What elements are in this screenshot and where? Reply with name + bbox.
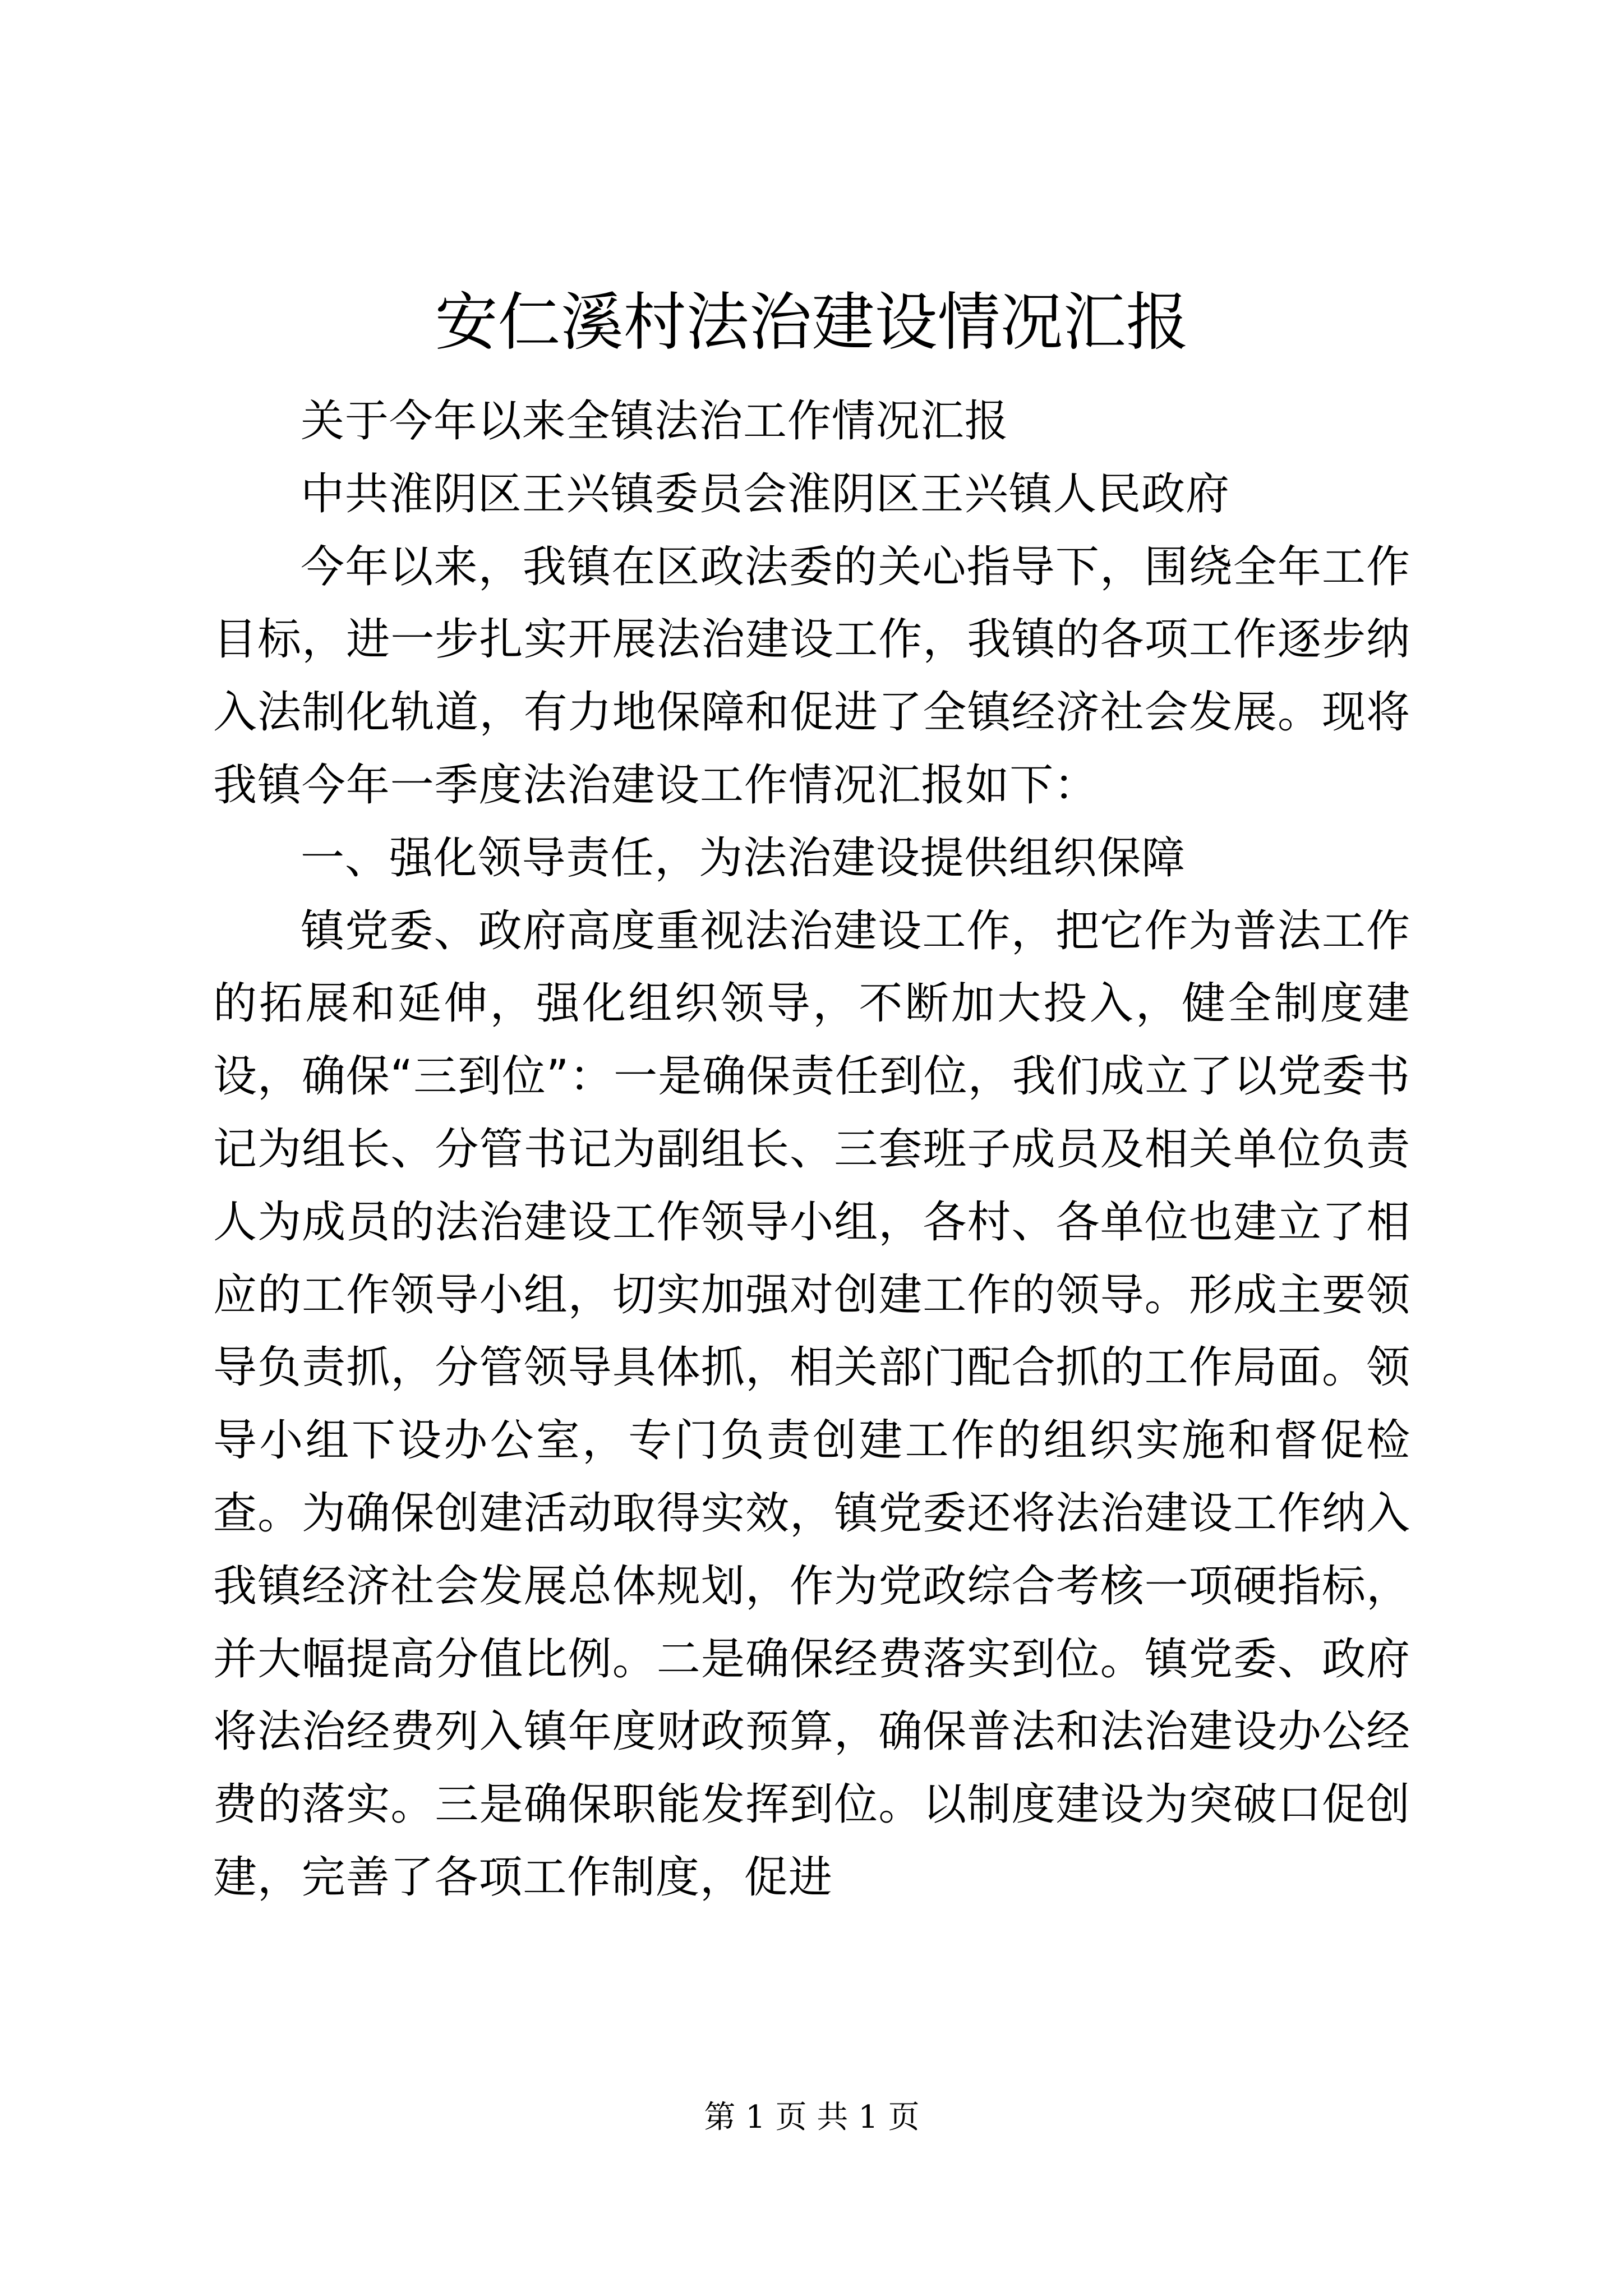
intro-paragraph: 今年以来，我镇在区政法委的关心指导下，围绕全年工作目标，进一步扎实开展法治建设工作，我镇的各项工作逐步纳入法制化轨道，有力地保障和促进了全镇经济社会发展。现将我镇今年一季度法治建设工作情况汇报如下： (213, 541, 1410, 811)
report-subtitle: 关于今年以来全镇法治工作情况汇报 (301, 396, 1009, 447)
issuing-organization: 中共淮阴区王兴镇委员会淮阴区王兴镇人民政府 (301, 468, 1230, 519)
section-1-paragraph: 镇党委、政府高度重视法治建设工作，把它作为普法工作的拓展和延伸，强化组织领导，不断加大投入，健全制度建设，确保“三到位”：一是确保责任到位，我们成立了以党委书记为组长、分管书记为副组长、三套班子成员及相关单位负责人为成员的法治建设工作领导小组，各村、各单位也建立了相应的工作领导小组，切实加强对创建工作的领导。形成主要领导负责抓，分管领导具体抓，相关部门配合抓的工作局面。领导小组下设办公室，专门负责创建工作的组织实施和督促检查。为确保创建活动取得实效，镇党委还将法治建设工作纳入我镇经济社会发展总体规划，作为党政综合考核一项硬指标，并大幅提高分值比例。二是确保经费落实到位。镇党委、政府将法治经费列入镇年度财政预算，确保普法和法治建设办公经费的落实。三是确保职能发挥到位。以制度建设为突破口促创建，完善了各项工作制度，促进 (213, 905, 1410, 1903)
section-heading-1: 一、强化领导责任，为法治建设提供组织保障 (301, 832, 1186, 884)
document-body (213, 385, 1410, 1915)
document-title: 安仁溪村法治建设情况汇报 (435, 286, 1189, 359)
page-footer: 第 1 页 共 1 页 (704, 2099, 920, 2136)
